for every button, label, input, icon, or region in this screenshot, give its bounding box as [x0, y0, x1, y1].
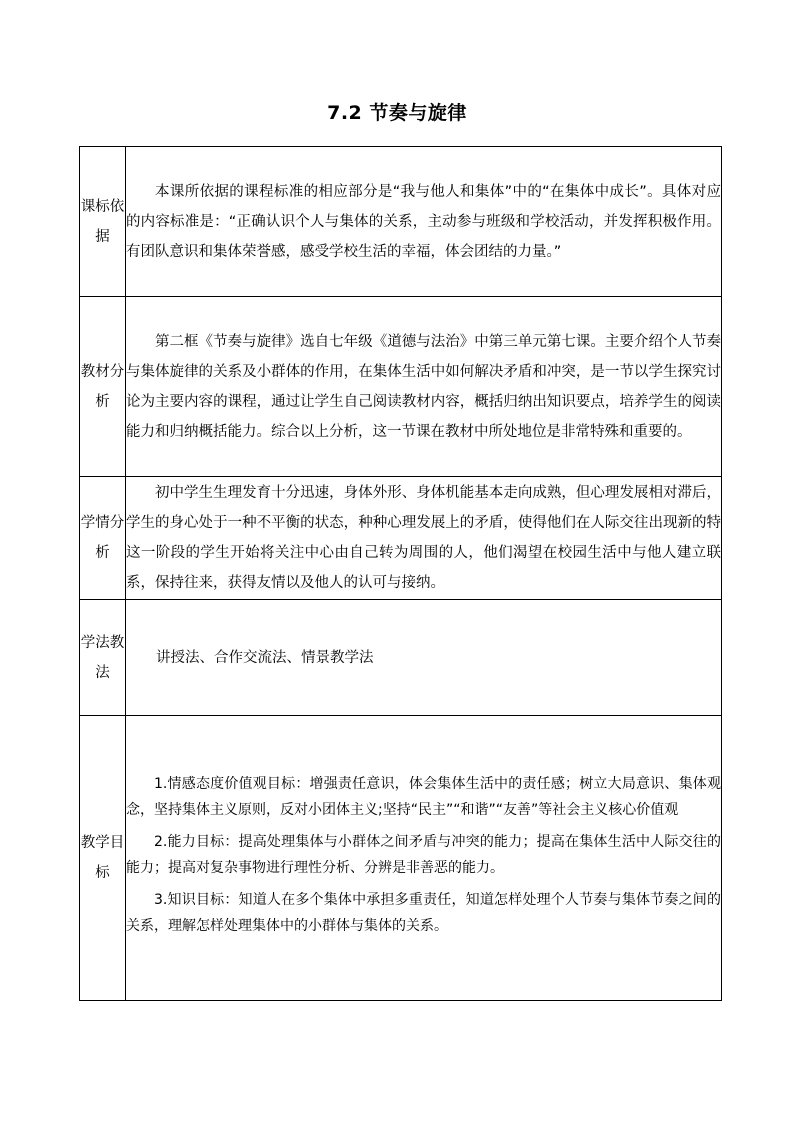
goal-item-3: 3.知识目标：知道人在多个集体中承担多重责任，知道怎样处理个人节奏与集体节奏之间的关系，理解怎样处理集体中的小群体与集体的关系。	[126, 892, 721, 934]
table-row-standard	[80, 147, 722, 297]
row-label-textbook: 教材分析	[80, 297, 126, 477]
table-row-textbook	[80, 297, 722, 477]
row-label-methods: 学法教法	[80, 600, 126, 716]
table-row-methods	[80, 600, 722, 716]
row-label-standard: 课标依据	[80, 147, 126, 297]
row-content-standard	[126, 147, 722, 297]
table-row-students	[80, 477, 722, 600]
row-content-textbook	[126, 297, 722, 477]
methods-text: 讲授法、合作交流法、情景教学法	[156, 649, 374, 666]
table-row-goals	[80, 716, 722, 1001]
row-label-goals: 教学目标	[80, 716, 126, 1001]
textbook-paragraph: 第二框《节奏与旋律》选自七年级《道德与法治》中第三单元第七课。主要介绍个人节奏与集体旋律的关系及小群体的作用，在集体生活中如何解决矛盾和冲突，是一节以学生探究讨论为主要内容的课程，通过让学生自己阅读教材内容，概括归纳出知识要点，培养学生的阅读能力和归纳概括能力。综合以上分析，这一节课在教材中所处地位是非常特殊和重要的。	[126, 333, 721, 440]
goal-item-1: 1.情感态度价值观目标：增强责任意识，体会集体生活中的责任感；树立大局意识、集体观念，坚持集体主义原则，反对小团体主义;坚持“民主”“和谐”“友善”等社会主义核心价值观	[126, 776, 721, 818]
goal-item-2: 2.能力目标：提高处理集体与小群体之间矛盾与冲突的能力；提高在集体生活中人际交往的能力；提高对复杂事物进行理性分析、分辨是非善恶的能力。	[126, 834, 721, 876]
students-paragraph: 初中学生生理发育十分迅速，身体外形、身体机能基本走向成熟，但心理发展相对滞后，学生的身心处于一种不平衡的状态，种种心理发展上的矛盾，使得他们在人际交往出现新的特这一阶段的学生开始将关注中心由自己转为周围的人，他们渴望在校园生活中与他人建立联系，保持往来，获得友情以及他人的认可与接纳。	[126, 485, 721, 591]
page-title: 7.2 节奏与旋律	[327, 102, 467, 124]
row-content-goals	[126, 716, 722, 1001]
standard-paragraph: 本课所依据的课程标准的相应部分是“我与他人和集体”中的“在集体中成长”。具体对应的内容标准是：“正确认识个人与集体的关系，主动参与班级和学校活动，并发挥积极作用。有团队意识和集体荣誉感，感受学校生活的幸福，体会团结的力量。”	[126, 183, 721, 260]
row-label-students: 学情分析	[80, 477, 126, 600]
row-content-methods	[126, 600, 722, 716]
lesson-plan-table	[79, 146, 722, 1001]
row-content-students	[126, 477, 722, 600]
